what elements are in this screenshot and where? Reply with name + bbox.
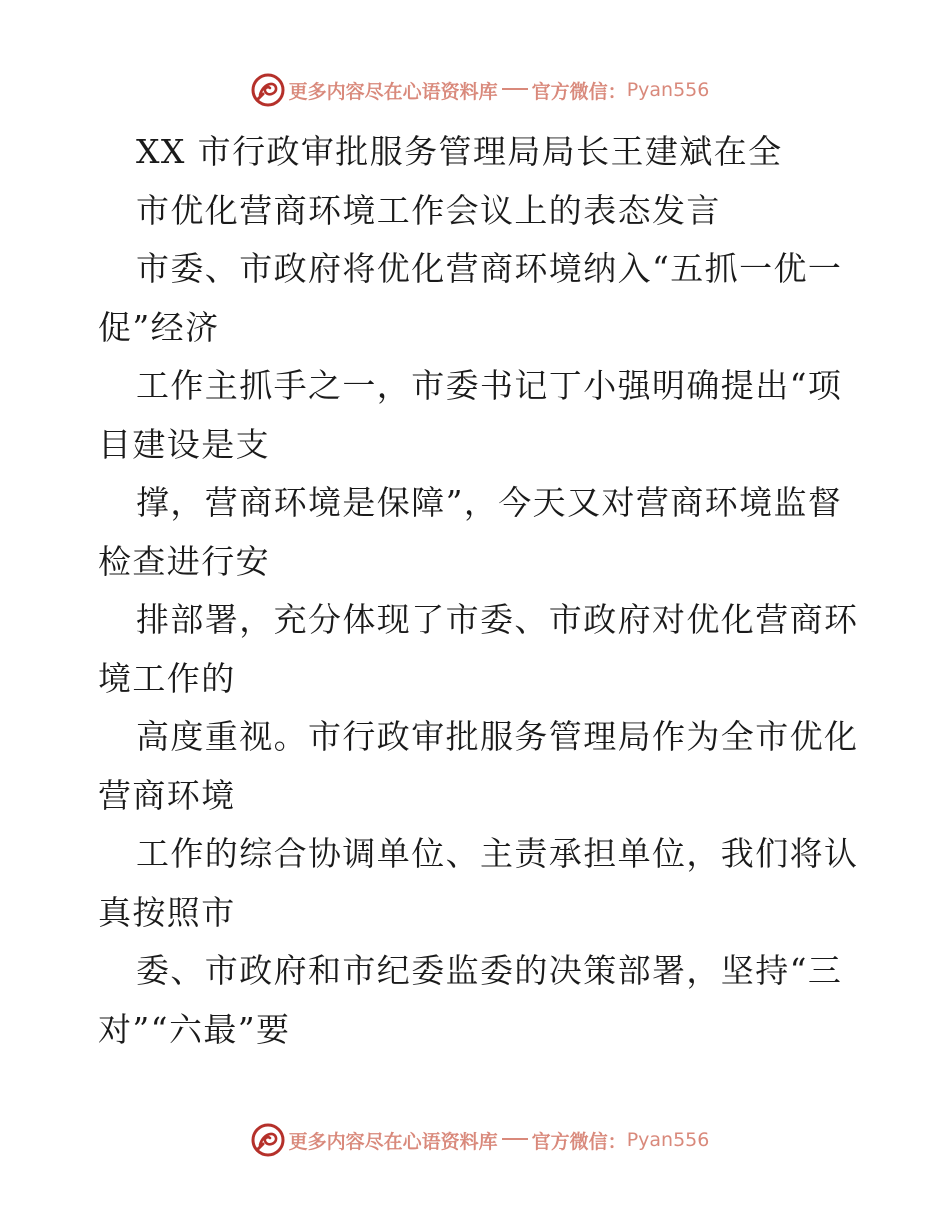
header-banner-separator bbox=[502, 88, 528, 90]
header-banner bbox=[0, 70, 950, 110]
paragraph-line: 市委、市政府将优化营商环境纳入“五抓一优一 bbox=[136, 249, 843, 288]
header-banner-wechat-label: 官方微信： bbox=[531, 80, 627, 103]
header-banner-text: 更多内容尽在心语资料库 bbox=[288, 80, 498, 103]
paragraph-line: 排部署，充分体现了市委、市政府对优化营商环 bbox=[136, 600, 859, 639]
document-title-line-1: XX 市行政审批服务管理局局长王建斌在全 bbox=[136, 132, 783, 171]
footer-banner-wechat-label: 官方微信： bbox=[531, 1130, 627, 1153]
paragraph-line: 工作主抓手之一，市委书记丁小强明确提出“项 bbox=[136, 366, 843, 405]
paragraph-line: 真按照市 bbox=[98, 892, 236, 932]
footer-banner-separator bbox=[502, 1138, 528, 1140]
paragraph-line: 营商环境 bbox=[98, 775, 236, 815]
paragraph-line: 工作的综合协调单位、主责承担单位，我们将认 bbox=[136, 834, 859, 873]
footer-banner-wechat-id: Pyan556 bbox=[626, 1129, 710, 1151]
footer-banner bbox=[0, 1120, 950, 1160]
paragraph-line: 境工作的 bbox=[98, 658, 236, 698]
document-body bbox=[98, 123, 858, 1059]
paragraph-line: 检查进行安 bbox=[98, 541, 270, 581]
red-seal-swirl-icon bbox=[251, 1123, 285, 1157]
paragraph-line: 促”经济 bbox=[98, 307, 220, 347]
header-banner-wechat-id: Pyan556 bbox=[626, 79, 710, 101]
footer-banner-text: 更多内容尽在心语资料库 bbox=[288, 1130, 498, 1153]
document-title-line-2: 市优化营商环境工作会议上的表态发言 bbox=[136, 190, 721, 230]
header-banner-inner bbox=[251, 73, 710, 107]
paragraph-line: 撑，营商环境是保障”，今天又对营商环境监督 bbox=[136, 483, 843, 522]
paragraph-line: 对”“六最”要 bbox=[98, 1009, 291, 1049]
footer-banner-inner bbox=[251, 1123, 710, 1157]
paragraph-line: 高度重视。市行政审批服务管理局作为全市优化 bbox=[136, 717, 859, 756]
red-seal-swirl-icon bbox=[251, 73, 285, 107]
paragraph-line: 目建设是支 bbox=[98, 424, 270, 464]
paragraph-line: 委、市政府和市纪委监委的决策部署，坚持“三 bbox=[136, 951, 843, 990]
